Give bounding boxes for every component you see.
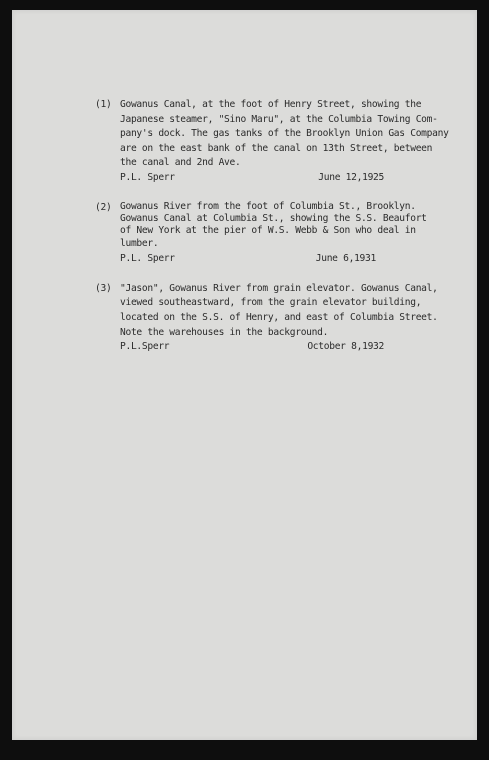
entry-body [120,98,449,186]
photo-date: June 6,1931 [315,253,376,265]
entry-number: (2) [95,201,112,213]
photographer: P.L.Sperr [120,341,170,353]
entry-body [120,282,438,355]
entry-line: Gowanus Canal at Columbia St., showing the S.S. Beaufort [120,212,427,224]
entry-line: lumber. [120,237,159,249]
photographer: P.L. Sperr [120,171,175,183]
entry-signature [120,340,384,355]
entry-line: pany's dock. The gas tanks of the Brooklyn Union Gas Company [120,128,449,140]
entry-line: of New York at the pier of W.S. Webb & Son who deal in [120,225,416,237]
entry-line: Note the warehouses in the background. [120,326,329,338]
entry-line: Japanese steamer, "Sino Maru", at the Columbia Towing Com- [120,113,438,125]
entry-line: Gowanus River from the foot of Columbia St., Brooklyn. [120,200,416,212]
entry-signature [120,171,384,186]
entry-list [95,98,449,370]
entry-line: located on the S.S. of Henry, and east of Columbia Street. [120,311,438,323]
entry-line: are on the east bank of the canal on 13th Street, between [120,142,433,154]
entry-line: Gowanus Canal, at the foot of Henry Street, showing the [120,99,422,110]
entry-3 [95,282,438,355]
entry-line: the canal and 2nd Ave. [120,157,241,169]
photographer: P.L. Sperr [120,253,175,265]
entry-body [120,201,425,267]
entry-2 [95,201,425,267]
photo-date: June 12,1925 [318,171,384,183]
entry-number: (1) [95,99,112,110]
document-page [12,10,477,740]
entry-1 [95,98,449,186]
entry-line: viewed southeastward, from the grain elevator building, [120,297,422,309]
entry-line: "Jason", Gowanus River from grain elevator. Gowanus Canal, [120,282,438,294]
entry-signature [120,252,384,267]
photo-date: October 8,1932 [307,341,384,353]
entry-number: (3) [95,282,112,294]
